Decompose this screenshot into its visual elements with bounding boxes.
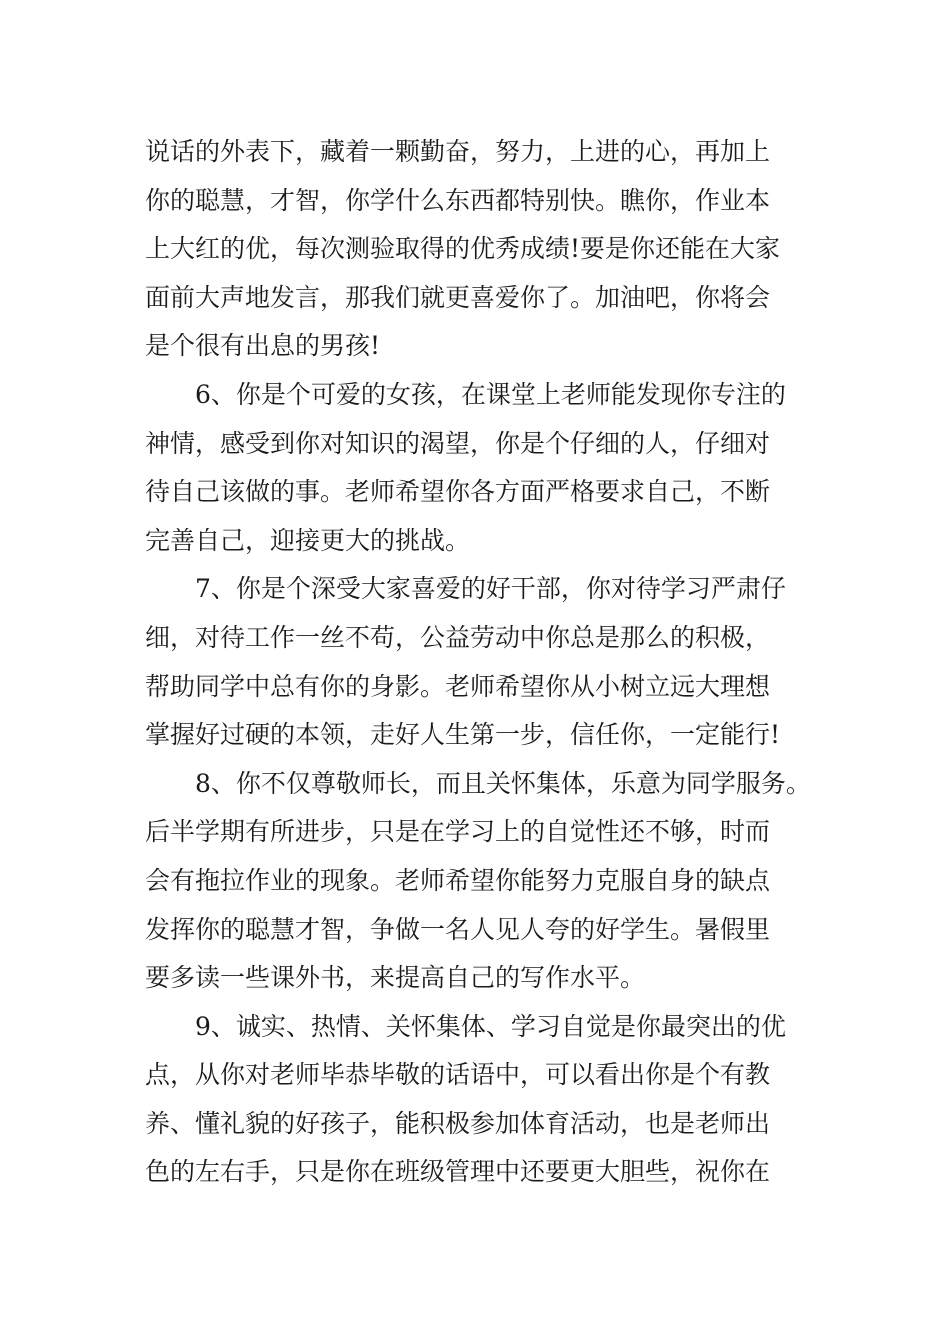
document-body [145,128,825,1197]
text-line: 面前大声地发言，那我们就更喜爱你了。加油吧，你将会 [145,282,771,312]
paragraph-first-line: 7、你是个深受大家喜爱的好干部，你对待学习严肃仔 [195,574,786,604]
text-line: 说话的外表下，藏着一颗勤奋，努力，上进的心，再加上 [145,137,771,166]
paragraph-first-line: 8、你不仅尊敬师长，而且关怀集体，乐意为同学服务。 [195,768,811,798]
paragraph-first-line: 6、你是个可爱的女孩，在课堂上老师能发现你专注的 [195,379,786,409]
text-line: 点，从你对老师毕恭毕敬的话语中，可以看出你是个有教 [145,1060,771,1090]
text-line: 后半学期有所进步，只是在学习上的自觉性还不够，时而 [145,817,771,847]
text-line: 要多读一些课外书，来提高自己的写作水平。 [145,963,646,993]
text-line: 色的左右手，只是你在班级管理中还要更大胆些，祝你在 [145,1157,771,1187]
text-line: 发挥你的聪慧才智，争做一名人见人夸的好学生。暑假里 [145,914,771,944]
text-line: 是个很有出息的男孩! [145,331,381,361]
text-line: 你的聪慧，才智，你学什么东西都特别快。瞧你，作业本 [145,185,771,215]
text-line: 完善自己，迎接更大的挑战。 [145,525,471,555]
text-line: 会有拖拉作业的现象。老师希望你能努力克服自身的缺点 [145,865,771,895]
text-line: 神情，感受到你对知识的渴望，你是个仔细的人，仔细对 [145,428,771,458]
paragraph-first-line: 9、诚实、热情、关怀集体、学习自觉是你最突出的优 [195,1011,786,1041]
text-line: 掌握好过硬的本领，走好人生第一步，信任你，一定能行! [145,720,781,750]
text-line: 养、懂礼貌的好孩子，能积极参加体育活动，也是老师出 [145,1108,771,1138]
text-line: 帮助同学中总有你的身影。老师希望你从小树立远大理想 [145,671,771,701]
text-line: 细，对待工作一丝不苟，公益劳动中你总是那么的积极， [145,622,771,652]
text-line: 上大红的优，每次测验取得的优秀成绩!要是你还能在大家 [145,234,781,264]
text-line: 待自己该做的事。老师希望你各方面严格要求自己，不断 [145,477,771,507]
